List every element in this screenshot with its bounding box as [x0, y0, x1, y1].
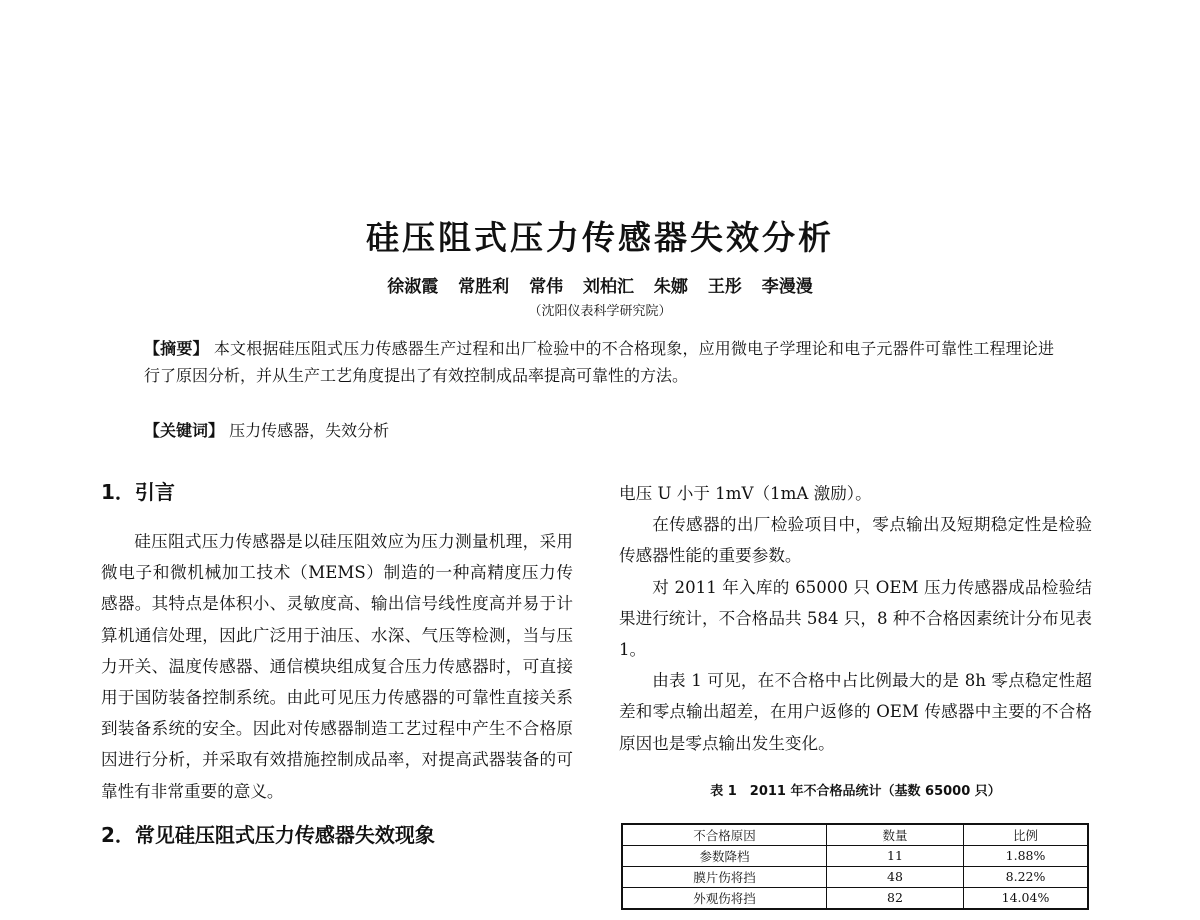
section-1-heading: 1．引言 — [101, 480, 175, 504]
paragraph-inspection: 在传感器的出厂检验项目中，零点输出及短期稳定性是检验传感器性能的重要参数。 — [619, 515, 1092, 566]
failure-table — [621, 823, 1089, 910]
right-column — [619, 478, 1092, 910]
section-2-heading: 2．常见硅压阻式压力传感器失效现象 — [101, 822, 435, 847]
left-column — [101, 478, 573, 849]
table-cell: 11 — [827, 845, 964, 866]
table-row — [622, 845, 1088, 866]
paper-title: 硅压阻式压力传感器失效分析 — [366, 218, 834, 257]
paragraph-statistics: 对 2011 年入库的 65000 只 OEM 压力传感器成品检验结果进行统计，不合格品共 584 只，8 种不合格因素统计分布见表 1。 — [619, 577, 1092, 660]
table-cell: 8.22% — [964, 866, 1089, 887]
keywords-text: 压力传感器，失效分析 — [229, 421, 390, 440]
table-cell: 1.88% — [964, 845, 1089, 866]
abstract — [144, 336, 1054, 389]
table-row — [622, 866, 1088, 887]
table-caption: 表 1 2011 年不合格品统计（基数 65000 只） — [710, 783, 1001, 799]
author-list: 徐淑霞 常胜利 常伟 刘柏汇 朱娜 王彤 李漫漫 — [387, 277, 813, 297]
table-row — [622, 887, 1088, 909]
table-cell: 外观伤将挡 — [622, 887, 827, 909]
table-header-cell: 不合格原因 — [622, 824, 827, 846]
table-header-cell: 数量 — [827, 824, 964, 846]
table-header-row — [622, 824, 1088, 846]
table-cell: 14.04% — [964, 887, 1089, 909]
table-cell: 82 — [827, 887, 964, 909]
abstract-text: 本文根据硅压阻式压力传感器生产过程和出厂检验中的不合格现象，应用微电子学理论和电子元器件可靠性工程理论进行了原因分析，并从生产工艺角度提出了有效控制成品率提高可靠性的方法。 — [144, 339, 1054, 385]
affiliation: （沈阳仪表科学研究院） — [528, 304, 672, 319]
paragraph-analysis: 由表 1 可见，在不合格中占比例最大的是 8h 零点稳定性超差和零点输出超差，在用户返修的 OEM 传感器中主要的不合格原因也是零点输出发生变化。 — [619, 671, 1092, 753]
table-cell: 48 — [827, 866, 964, 887]
keywords-label: 【关键词】 — [144, 421, 225, 440]
table-cell: 参数降档 — [622, 845, 827, 866]
table-header-cell: 比例 — [964, 824, 1089, 846]
abstract-label: 【摘要】 — [144, 339, 209, 358]
table-cell: 膜片伤将挡 — [622, 866, 827, 887]
section-1-paragraph: 硅压阻式压力传感器是以硅压阻效应为压力测量机理，采用微电子和微机械加工技术（MEMS）制造的一种高精度压力传感器。其特点是体积小、灵敏度高、输出信号线性度高并易于计算机通信处理，因此广泛用于油压、水深、气压等检测，当与压力开关、温度传感器、通信模块组成复合压力传感器时，可直接用于国防装备控制系统。由此可见压力传感器的可靠性直接关系到装备系统的安全。因此对传感器制造工艺过程中产生不合格原因进行分析，并采取有效措施控制成品率，对提高武器装备的可靠性有非常重要的意义。 — [101, 532, 573, 801]
keywords — [144, 418, 1054, 444]
continuation-paragraph: 电压 U 小于 1mV（1mA 激励）。 — [619, 484, 872, 503]
